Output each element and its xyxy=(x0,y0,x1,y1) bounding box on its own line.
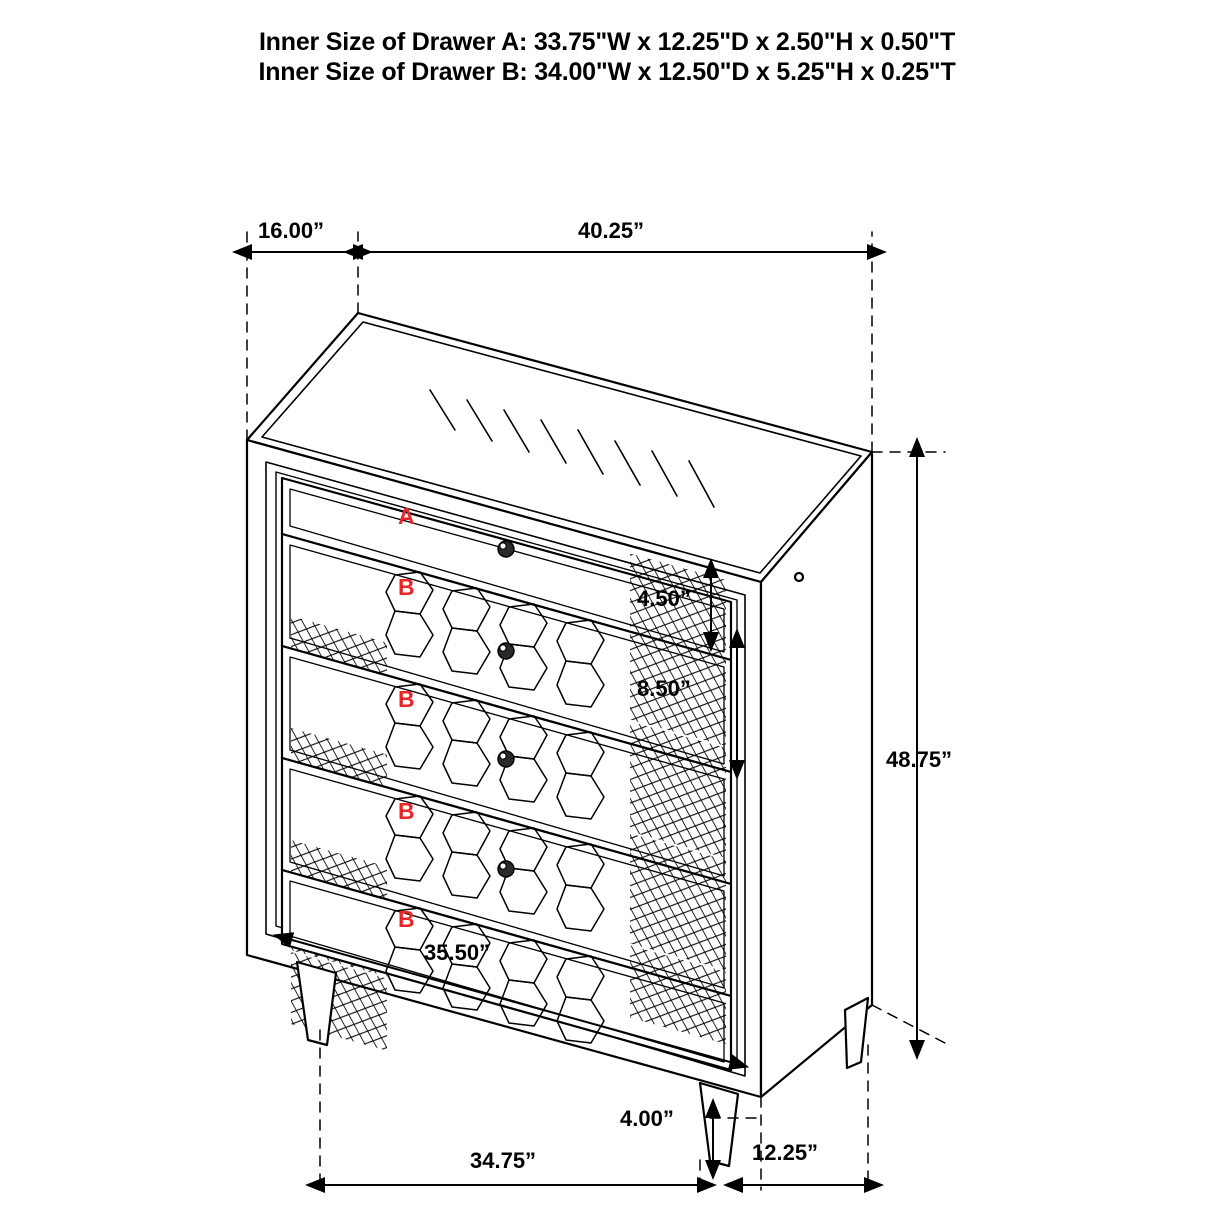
dim-base-width: 34.75” xyxy=(470,1148,537,1173)
header-line-2: Inner Size of Drawer B: 34.00"W x 12.50"D x 5.25"H x 0.25"T xyxy=(258,58,956,86)
drawer-label-b3: B xyxy=(398,798,415,824)
dim-drawer-a-height: 4.50” xyxy=(637,586,691,611)
dim-height-right: 48.75” xyxy=(886,747,953,772)
drawer-label-a: A xyxy=(398,503,415,529)
drawer-label-b4: B xyxy=(398,906,415,932)
dim-drawer-b-height: 8.50” xyxy=(637,676,691,701)
dim-width-top: 40.25” xyxy=(578,218,645,243)
dim-leg-height: 4.00” xyxy=(620,1106,674,1131)
drawer-label-b1: B xyxy=(398,574,415,600)
dim-depth-top: 16.00” xyxy=(258,218,325,243)
drawer-label-b2: B xyxy=(398,686,415,712)
dim-drawer-width: 35.50” xyxy=(424,940,491,965)
dim-base-depth: 12.25” xyxy=(752,1140,819,1165)
header-line-1: Inner Size of Drawer A: 33.75"W x 12.25"D x 2.50"H x 0.50"T xyxy=(258,28,956,56)
